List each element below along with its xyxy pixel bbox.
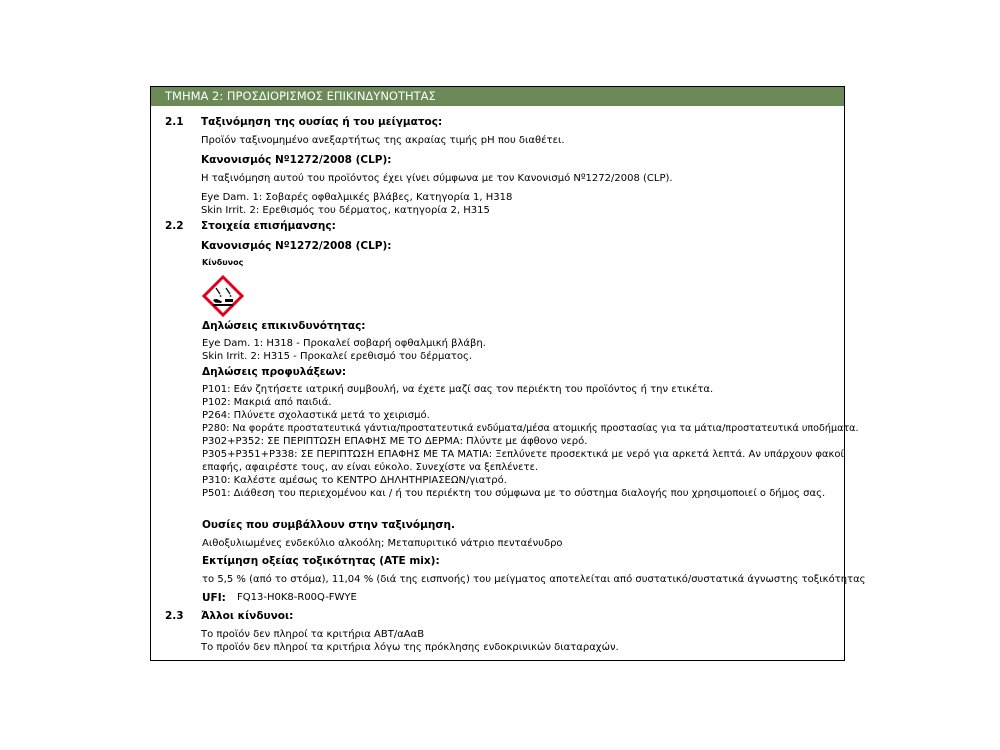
classification-line: Eye Dam. 1: Σοβαρές οφθαλμικές βλάβες, Κατηγορία 1, H318 [201, 192, 513, 203]
section-number-2-3: 2.3 [165, 610, 184, 622]
label-elements-title: Στοιχεία επισήμανσης: [201, 220, 336, 232]
other-hazards-line: Το προϊόν δεν πληροί τα κριτήρια λόγω της πρόκλησης ενδοκρινικών διαταραχών. [201, 642, 619, 653]
section-number-2-2: 2.2 [165, 220, 184, 232]
precautionary-statement: P280: Να φοράτε προστατευτικά γάντια/προστατευτικά ενδύματα/μέσα ατομικής προστασίας για τα μάτια/προστατευτικά υποδήματα. [202, 423, 859, 434]
section-number-2-1: 2.1 [165, 116, 184, 128]
classification-intro: Προϊόν ταξινομημένο ανεξαρτήτως της ακραίας τιμής pH που διαθέτει. [201, 135, 565, 146]
hazard-statement: Eye Dam. 1: H318 - Προκαλεί σοβαρή οφθαλμική βλάβη. [202, 338, 486, 349]
precautionary-statements-title: Δηλώσεις προφυλάξεων: [202, 366, 347, 378]
contributing-substances-text: Αιθοξυλιωμένες ενδεκύλιο αλκοόλη; Μεταπυριτικό νάτριο πενταένυδρο [202, 538, 563, 549]
clp-regulation-text: Η ταξινόμηση αυτού του προϊόντος έχει γίνει σύμφωνα με τον Κανονισμό Nº1272/2008 (CLP). [201, 173, 673, 184]
ghs05-corrosion-icon [202, 275, 244, 317]
clp-regulation-title: Κανονισμός Nº1272/2008 (CLP): [201, 240, 392, 252]
ufi-label: UFI: [202, 592, 226, 604]
contributing-substances-title: Ουσίες που συμβάλλουν στην ταξινόμηση. [202, 519, 455, 531]
classification-line: Skin Irrit. 2: Ερεθισμός του δέρματος, κατηγορία 2, H315 [201, 205, 490, 216]
precautionary-statement: P310: Καλέστε αμέσως το ΚΕΝΤΡΟ ΔΗΛΗΤΗΡΙΑΣΕΩΝ/γιατρό. [202, 475, 507, 486]
ate-mix-title: Εκτίμηση οξείας τοξικότητας (ATE mix): [202, 555, 440, 567]
other-hazards-line: Το προϊόν δεν πληροί τα κριτήρια ΑΒΤ/αΑαΒ [201, 629, 425, 640]
precautionary-statement: P264: Πλύνετε σχολαστικά μετά το χειρισμό. [202, 410, 430, 421]
other-hazards-title: Άλλοι κίνδυνοι: [201, 610, 294, 622]
sds-section-2 [150, 86, 866, 661]
precautionary-statement: P501: Διάθεση του περιεχομένου και / ή του περιέκτη του σύμφωνα με το σύστημα διαλογής που χρησιμοποιεί ο δήμος σας. [202, 488, 826, 499]
signal-word: Κίνδυνος [202, 258, 244, 267]
hazard-statements-title: Δηλώσεις επικινδυνότητας: [202, 320, 366, 332]
section-header: ΤΜΗΜΑ 2: ΠΡΟΣΔΙΟΡΙΣΜΟΣ ΕΠΙΚΙΝΔΥΝΟΤΗΤΑΣ [151, 87, 844, 106]
precautionary-statement: επαφής, αφαιρέστε τους, αν είναι εύκολο. Συνεχίστε να ξεπλένετε. [202, 462, 539, 473]
precautionary-statement: P102: Μακριά από παιδιά. [202, 397, 332, 408]
classification-title: Ταξινόμηση της ουσίας ή του μείγματος: [201, 116, 443, 128]
precautionary-statement: P101: Εάν ζητήσετε ιατρική συμβουλή, να έχετε μαζί σας τον περιέκτη του προϊόντος ή την ετικέτα. [202, 384, 714, 395]
hazard-statement: Skin Irrit. 2: H315 - Προκαλεί ερεθισμό του δέρματος. [202, 351, 473, 362]
ate-mix-text: το 5,5 % (από το στόμα), 11,04 % (διά της εισπνοής) του μείγματος αποτελείται από συστατικό/συστατικά άγνωστης τοξικότητας [202, 574, 866, 585]
precautionary-statement: P302+P352: ΣΕ ΠΕΡΙΠΤΩΣΗ ΕΠΑΦΗΣ ΜΕ ΤΟ ΔΕΡΜΑ: Πλύντε με άφθονο νερό. [202, 436, 588, 447]
precautionary-statement: P305+P351+P338: ΣΕ ΠΕΡΙΠΤΩΣΗ ΕΠΑΦΗΣ ΜΕ ΤΑ ΜΑΤΙΑ: Ξεπλύνετε προσεκτικά με νερό για αρκετά λεπτά. Αν υπάρχουν φακοί [202, 449, 844, 460]
clp-regulation-title: Κανονισμός Nº1272/2008 (CLP): [201, 154, 392, 166]
ufi-value: FQ13-H0K8-R00Q-FWYE [237, 592, 357, 603]
